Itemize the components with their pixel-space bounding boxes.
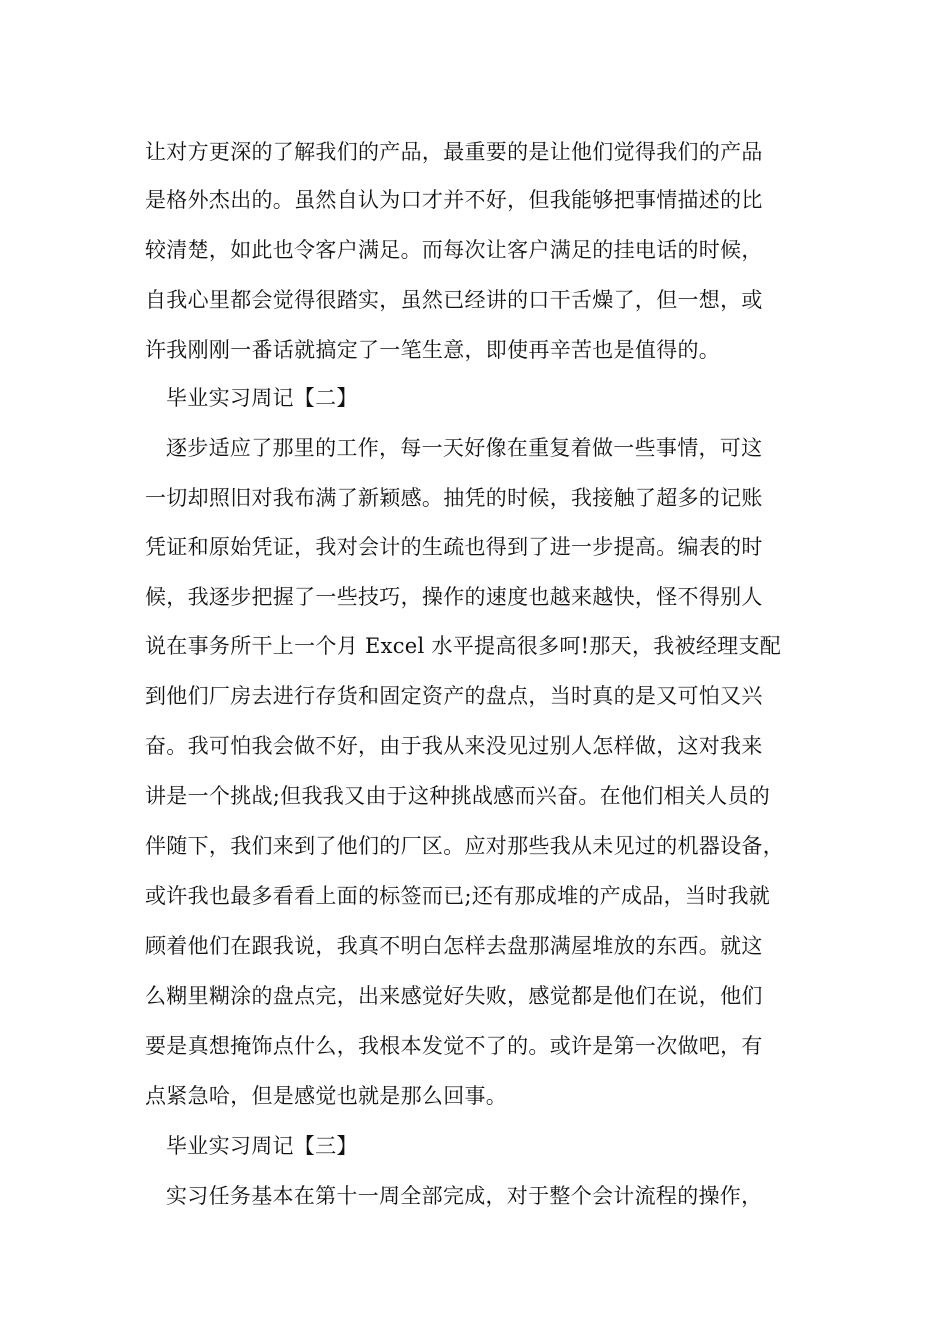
paragraph-line: 一切却照旧对我布满了新颖感。抽凭的时候，我接触了超多的记账 bbox=[145, 486, 763, 510]
section-heading: 毕业实习周记【二】 bbox=[166, 386, 358, 410]
paragraph-line: 要是真想掩饰点什么，我根本发觉不了的。或许是第一次做吧，有 bbox=[145, 1034, 763, 1058]
paragraph-line: 较清楚，如此也令客户满足。而每次让客户满足的挂电话的时候， bbox=[145, 238, 763, 262]
paragraph-line: 说在事务所干上一个月 Excel 水平提高很多呵!那天，我被经理支配 bbox=[145, 634, 782, 658]
paragraph-line: 点紧急哈，但是感觉也就是那么回事。 bbox=[145, 1084, 508, 1108]
paragraph-line: 讲是一个挑战;但我我又由于这种挑战感而兴奋。在他们相关人员的 bbox=[145, 784, 771, 808]
paragraph-line: 实习任务基本在第十一周全部完成，对于整个会计流程的操作， bbox=[166, 1184, 763, 1208]
paragraph-line: 到他们厂房去进行存货和固定资产的盘点，当时真的是又可怕又兴 bbox=[145, 684, 763, 708]
paragraph-line: 让对方更深的了解我们的产品，最重要的是让他们觉得我们的产品 bbox=[145, 140, 763, 164]
paragraph-line: 许我刚刚一番话就搞定了一笔生意，即使再辛苦也是值得的。 bbox=[145, 338, 721, 362]
paragraph-line: 是格外杰出的。虽然自认为口才并不好，但我能够把事情描述的比 bbox=[145, 188, 763, 212]
paragraph-line: 凭证和原始凭证，我对会计的生疏也得到了进一步提高。编表的时 bbox=[145, 535, 763, 559]
paragraph-line: 伴随下，我们来到了他们的厂区。应对那些我从未见过的机器设备， bbox=[145, 834, 784, 858]
paragraph-line: 逐步适应了那里的工作，每一天好像在重复着做一些事情，可这 bbox=[166, 436, 763, 460]
paragraph-line: 奋。我可怕我会做不好，由于我从来没见过别人怎样做，这对我来 bbox=[145, 734, 763, 758]
paragraph-line: 或许我也最多看看上面的标签而已;还有那成堆的产成品，当时我就 bbox=[145, 884, 771, 908]
paragraph-line: 候，我逐步把握了一些技巧，操作的速度也越来越快，怪不得别人 bbox=[145, 585, 763, 609]
paragraph-line: 顾着他们在跟我说，我真不明白怎样去盘那满屋堆放的东西。就这 bbox=[145, 934, 763, 958]
section-heading: 毕业实习周记【三】 bbox=[166, 1134, 358, 1158]
paragraph-line: 么糊里糊涂的盘点完，出来感觉好失败，感觉都是他们在说，他们 bbox=[145, 984, 763, 1008]
paragraph-line: 自我心里都会觉得很踏实，虽然已经讲的口干舌燥了，但一想，或 bbox=[145, 288, 763, 312]
